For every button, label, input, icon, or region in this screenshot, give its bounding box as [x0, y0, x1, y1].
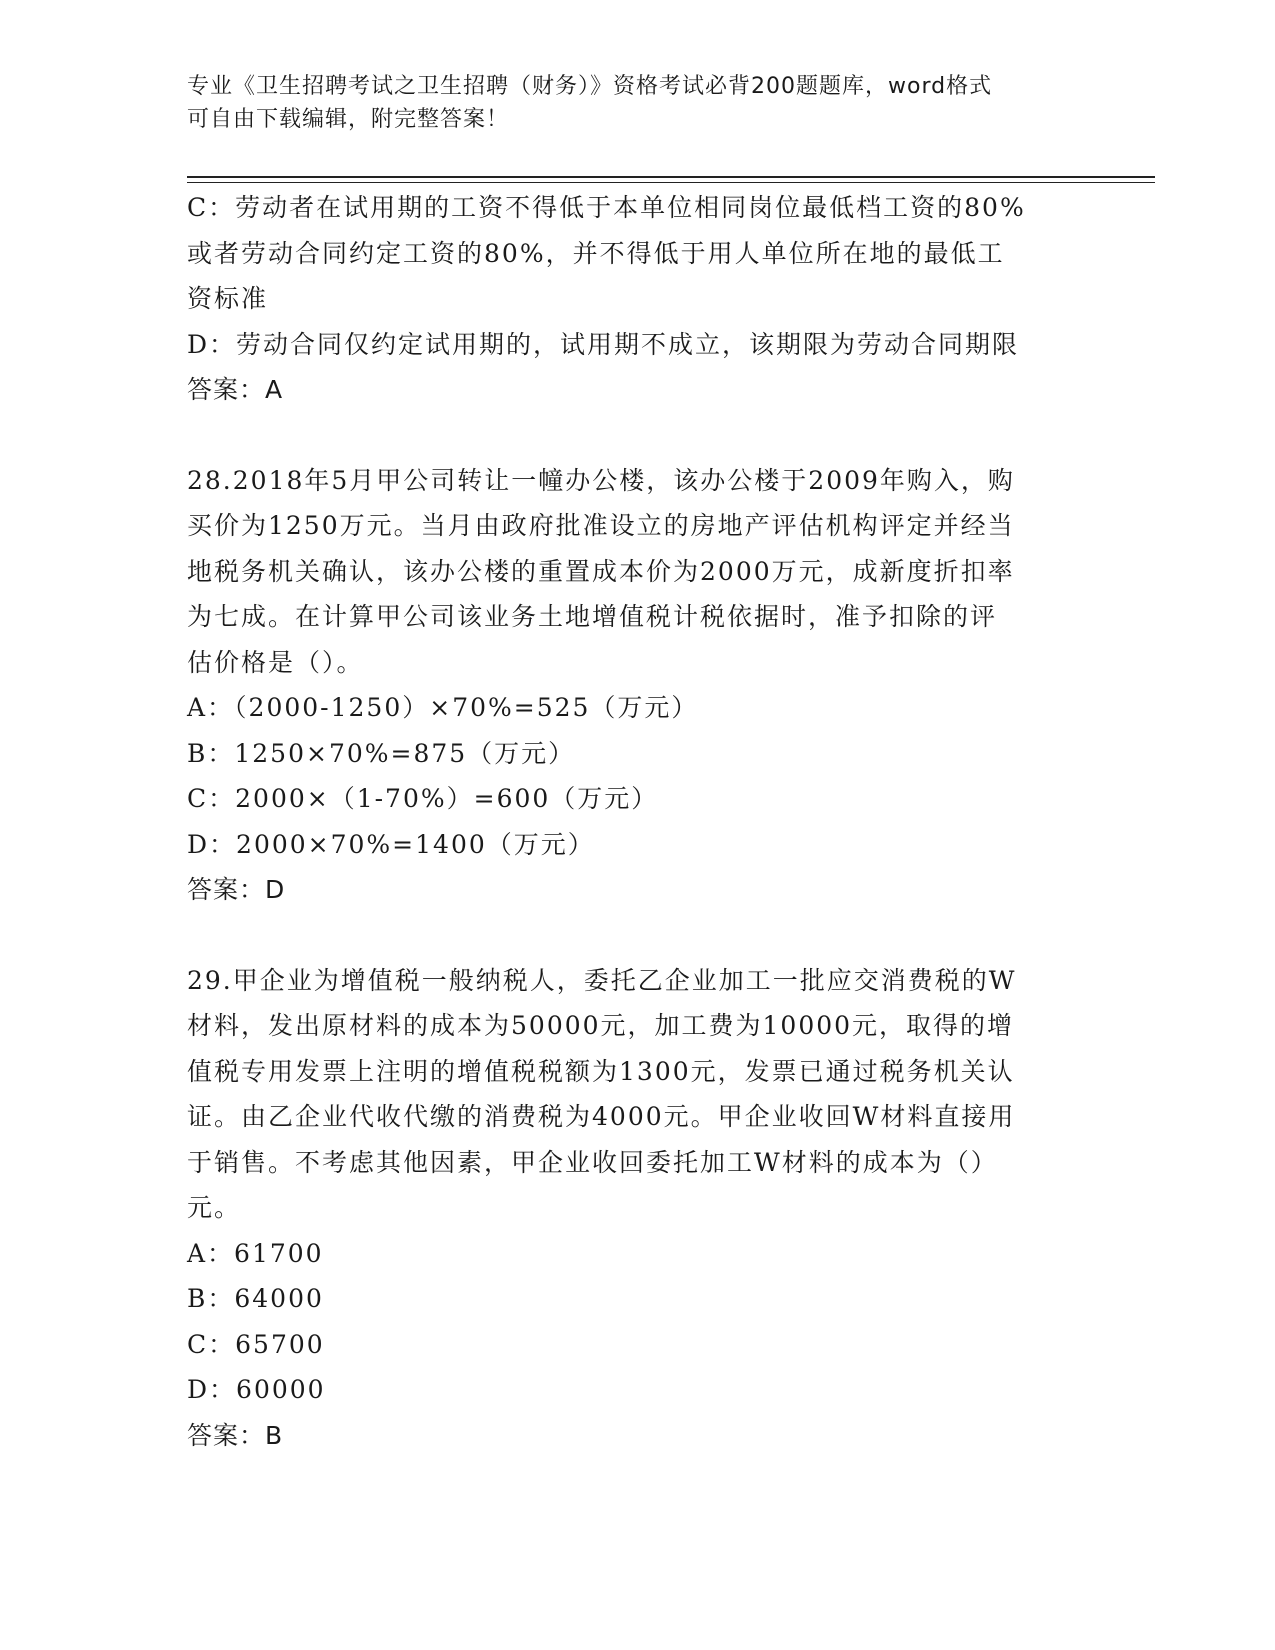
question-stem-line: 估价格是（）。 — [187, 647, 364, 677]
spacer — [187, 413, 1067, 458]
option-b: B：1250×70%=875（万元） — [187, 738, 576, 768]
question-stem-line: 值税专用发票上注明的增值税税额为1300元，发票已通过税务机关认 — [187, 1056, 1015, 1086]
question-stem-line: 为七成。在计算甲公司该业务土地增值税计税依据时，准予扣除的评 — [187, 602, 998, 631]
option-b: B：64000 — [187, 1284, 324, 1313]
header-title-line-2: 可自由下载编辑，附完整答案！ — [187, 107, 510, 132]
question-stem-line: 地税务机关确认，该办公楼的重置成本价为2000万元，成新度折扣率 — [187, 556, 1015, 586]
option-a: A：61700 — [187, 1238, 324, 1268]
question-stem-line: 元。 — [187, 1193, 242, 1222]
question-stem-line: 于销售。不考虑其他因素，甲企业收回委托加工W材料的成本为（） — [187, 1147, 998, 1177]
option-d: D：60000 — [187, 1375, 326, 1404]
option-d: D：劳动合同仅约定试用期的，试用期不成立，该期限为劳动合同期限 — [187, 329, 1020, 359]
question-stem-line: 材料，发出原材料的成本为50000元，加工费为10000元，取得的增 — [187, 1011, 1015, 1040]
answer-label: 答案：B — [187, 1420, 284, 1450]
answer-label: 答案：D — [187, 875, 286, 904]
option-a: A：（2000-1250）×70%=525（万元） — [187, 693, 699, 722]
option-c-line-3: 资标准 — [187, 284, 269, 313]
question-stem-line: 证。由乙企业代收代缴的消费税为4000元。甲企业收回W材料直接用 — [187, 1102, 1016, 1131]
document-header — [187, 70, 1067, 136]
option-c-line-2: 或者劳动合同约定工资的80%，并不得低于用人单位所在地的最低工 — [187, 238, 1005, 268]
question-stem-line: 29.甲企业为增值税一般纳税人，委托乙企业加工一批应交消费税的W — [187, 965, 1017, 995]
question-stem-line: 28.2018年5月甲公司转让一幢办公楼，该办公楼于2009年购入，购 — [187, 465, 1015, 495]
question-29 — [187, 958, 1067, 1459]
header-title-line-1: 专业《卫生招聘考试之卫生招聘（财务）》资格考试必背200题题库，word格式 — [187, 74, 993, 99]
option-c: C：65700 — [187, 1329, 325, 1359]
option-c-line-1: C：劳动者在试用期的工资不得低于本单位相同岗位最低档工资的80% — [187, 193, 1026, 222]
previous-question-block — [187, 185, 1067, 413]
option-c: C：2000×（1-70%）=600（万元） — [187, 784, 659, 813]
document-body — [187, 185, 1067, 1458]
header-divider-thin — [187, 182, 1155, 183]
spacer — [187, 913, 1067, 958]
answer-label: 答案：A — [187, 375, 284, 404]
question-stem-line: 买价为1250万元。当月由政府批准设立的房地产评估机构评定并经当 — [187, 511, 1015, 540]
option-d: D：2000×70%=1400（万元） — [187, 829, 595, 859]
header-divider-thick — [187, 176, 1155, 178]
question-28 — [187, 458, 1067, 913]
